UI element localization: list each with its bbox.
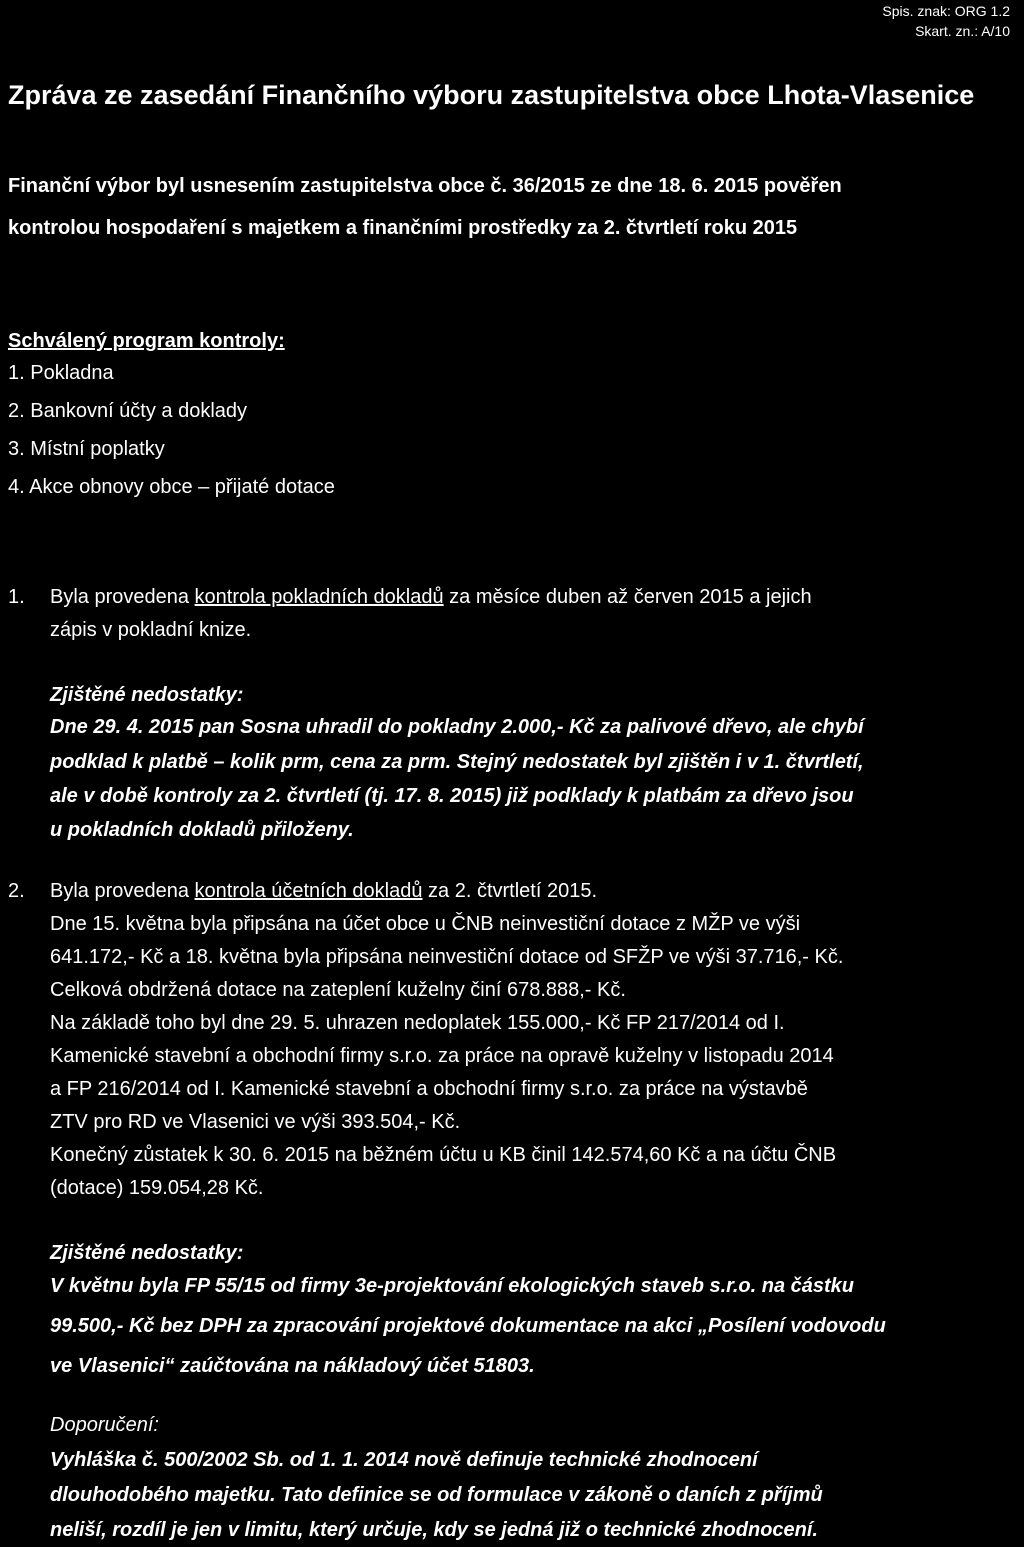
- section-1-line: [50, 586, 812, 609]
- section-2-line: Konečný zůstatek k 30. 6. 2015 na běžném účtu u KB činil 142.574,60 Kč a na účtu ČNB: [50, 1144, 837, 1166]
- program-heading: Schválený program kontroly:: [8, 330, 285, 352]
- section-2-subject: kontrola účetních dokladů: [194, 880, 423, 902]
- section-2-line: Na základě toho byl dne 29. 5. uhrazen nedoplatek 155.000,- Kč FP 217/2014 od I.: [50, 1012, 785, 1034]
- section-2-line: Celková obdržená dotace na zateplení kuželny činí 678.888,- Kč.: [50, 979, 626, 1001]
- recommendation-line: Vyhláška č. 500/2002 Sb. od 1. 1. 2014 nově definuje technické zhodnocení: [50, 1449, 758, 1471]
- intro-line: Finanční výbor byl usnesením zastupitelstva obce č. 36/2015 ze dne 18. 6. 2015 pověřen: [8, 175, 842, 197]
- section-1-text: Byla provedena: [50, 586, 195, 608]
- section-number: 2.: [8, 880, 25, 902]
- recommendation-line: neliší, rozdíl je jen v limitu, který určuje, kdy se jedná již o technické zhodnocení.: [50, 1519, 818, 1541]
- finding-line: u pokladních dokladů přiloženy.: [50, 819, 354, 841]
- section-1-line: zápis v pokladní knize.: [50, 619, 252, 641]
- section-1-subject: kontrola pokladních dokladů: [194, 586, 444, 608]
- finding-line: Dne 29. 4. 2015 pan Sosna uhradil do pokladny 2.000,- Kč za palivové dřevo, ale chybí: [50, 716, 864, 738]
- file-mark: Spis. znak: ORG 1.2: [882, 3, 1010, 19]
- section-number: 1.: [8, 586, 25, 608]
- section-2-text: Byla provedena: [50, 880, 195, 902]
- finding-line: podklad k platbě – kolik prm, cena za prm. Stejný nedostatek byl zjištěn i v 1. čtvrtletí,: [50, 751, 864, 773]
- program-item: 1. Pokladna: [8, 362, 114, 384]
- section-2-line: [50, 880, 597, 903]
- section-2-line: a FP 216/2014 od I. Kamenické stavební a obchodní firmy s.r.o. za práce na výstavbě: [50, 1078, 808, 1100]
- section-2-text: za 2. čtvrtletí 2015.: [422, 880, 598, 902]
- section-2-line: 641.172,- Kč a 18. května byla připsána neinvestiční dotace od SFŽP ve výši 37.716,- Kč.: [50, 946, 844, 968]
- findings-heading: Zjištěné nedostatky:: [50, 684, 244, 706]
- shredding-mark: Skart. zn.: A/10: [915, 23, 1010, 39]
- section-2-line: Kamenické stavební a obchodní firmy s.r.o. za práce na opravě kuželny v listopadu 2014: [50, 1045, 834, 1067]
- program-item: 2. Bankovní účty a doklady: [8, 400, 248, 422]
- intro-line: kontrolou hospodaření s majetkem a finančními prostředky za 2. čtvrtletí roku 2015: [8, 217, 798, 239]
- program-item: 3. Místní poplatky: [8, 438, 165, 460]
- section-1-text: za měsíce duben až červen 2015 a jejich: [443, 586, 812, 608]
- recommendation-heading: Doporučení:: [50, 1414, 159, 1436]
- recommendation-line: dlouhodobého majetku. Tato definice se od formulace v zákoně o daních z příjmů: [50, 1484, 823, 1506]
- finding-line: ve Vlasenici“ zaúčtována na nákladový účet 51803.: [50, 1355, 535, 1377]
- findings-heading: Zjištěné nedostatky:: [50, 1242, 244, 1264]
- finding-line: ale v době kontroly za 2. čtvrtletí (tj. 17. 8. 2015) již podklady k platbám za dřevo jsou: [50, 785, 854, 807]
- section-2-line: Dne 15. května byla připsána na účet obce u ČNB neinvestiční dotace z MŽP ve výši: [50, 913, 801, 935]
- section-2-line: (dotace) 159.054,28 Kč.: [50, 1177, 264, 1199]
- program-item: 4. Akce obnovy obce – přijaté dotace: [8, 476, 335, 498]
- section-2-line: ZTV pro RD ve Vlasenici ve výši 393.504,- Kč.: [50, 1111, 461, 1133]
- finding-line: V květnu byla FP 55/15 od firmy 3e-projektování ekologických staveb s.r.o. na částku: [50, 1275, 855, 1297]
- finding-line: 99.500,- Kč bez DPH za zpracování projektové dokumentace na akci „Posílení vodovodu: [50, 1315, 886, 1337]
- document-title: Zpráva ze zasedání Finančního výboru zastupitelstva obce Lhota-Vlasenice: [8, 80, 975, 110]
